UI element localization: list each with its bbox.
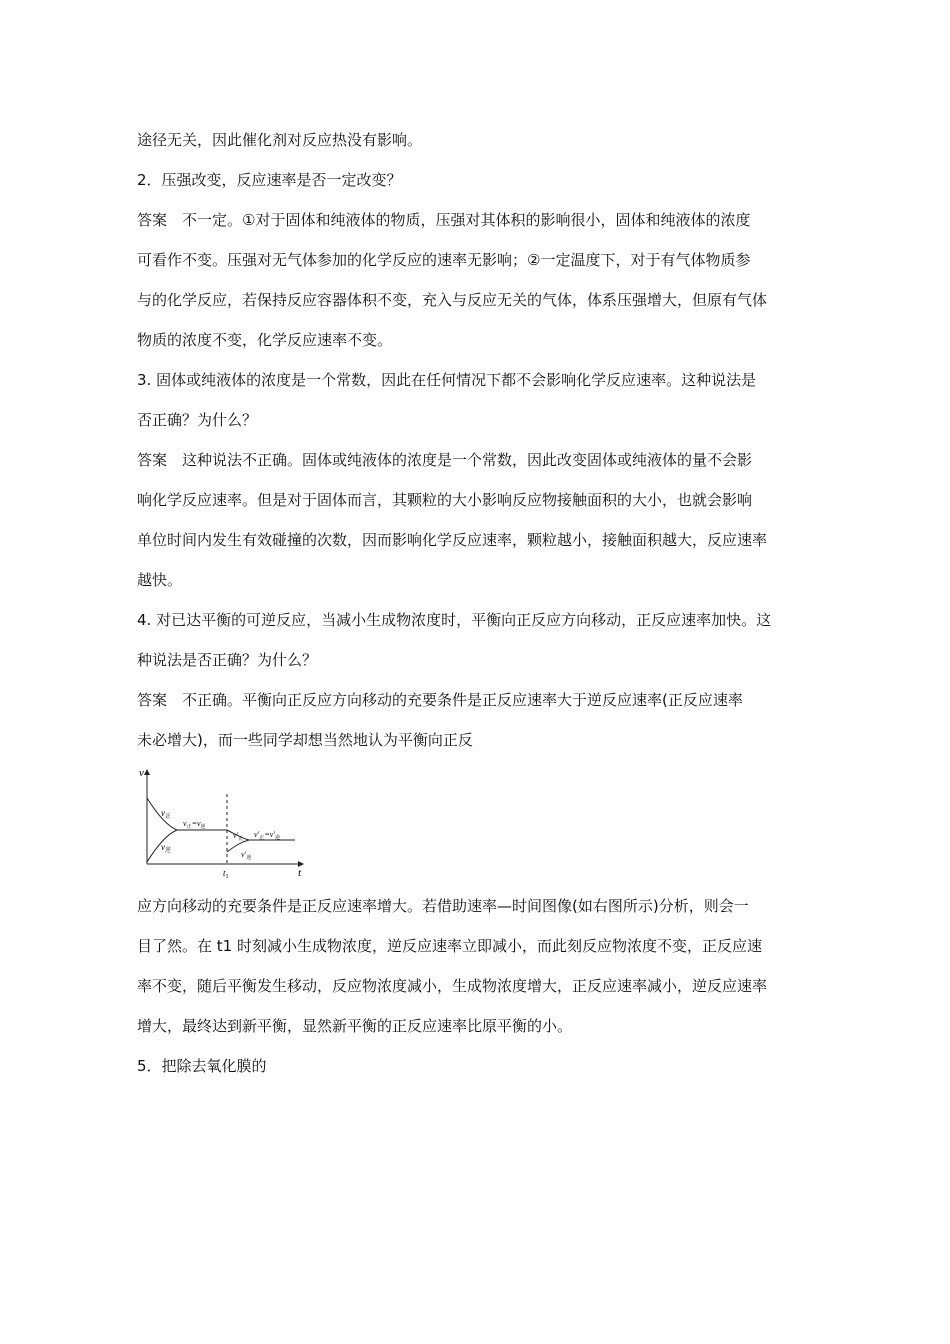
label-equilibrium-2: $v'_正=v'_逆$ [254,830,281,841]
answer-3-line: 越快。 [137,571,183,589]
text-block-top [137,120,817,760]
answer-3-line: 单位时间内发生有效碰撞的次数，因而影响化学反应速率，颗粒越小，接触面积越大，反应速率 [137,531,768,549]
text-line: 途径无关，因此催化剂对反应热没有影响。 [137,131,423,149]
answer-2-line: 答案 不一定。①对于固体和纯液体的物质，压强对其体积的影响很小，固体和纯液体的浓度 [137,211,751,229]
question-3: 3. 固体或纯液体的浓度是一个常数，因此在任何情况下都不会影响化学反应速率。这种说法是 [137,371,757,389]
answer-2-line: 与的化学反应，若保持反应容器体积不变，充入与反应无关的气体，体系压强增大，但原有气体 [137,291,768,309]
label-v-reverse: $v_逆$ [161,842,172,854]
answer-4-line: 未必增大)，而一些同学却想当然地认为平衡向正反 [137,731,473,749]
question-4: 种说法是否正确？为什么？ [137,651,318,669]
answer-4-line: 应方向移动的充要条件是正反应速率增大。若借助速率—时间图像(如右图所示)分析，则会一 [137,897,749,915]
label-equilibrium-1: $v_正=v_逆$ [183,819,206,830]
x-axis-label: t [298,867,302,879]
question-2: 2．压强改变，反应速率是否一定改变？ [137,171,402,189]
label-v-reverse-new: $v'_逆$ [241,850,252,861]
answer-4-line: 答案 不正确。平衡向正反应方向移动的充要条件是正反应速率大于逆反应速率(正反应速率 [137,691,743,709]
question-3: 否正确？为什么？ [137,411,258,429]
answer-2-line: 可看作不变。压强对无气体参加的化学反应的速率无影响；②一定温度下，对于有气体物质参 [137,251,751,269]
answer-4-line: 目了然。在 t1 时刻减小生成物浓度，逆反应速率立即减小，而此刻反应物浓度不变，正反应速 [137,937,762,955]
label-t1: $t_1$ [223,868,229,880]
y-axis-label: v [139,767,144,779]
answer-4-line: 增大，最终达到新平衡，显然新平衡的正反应速率比原平衡的小。 [137,1017,573,1035]
text-block-bottom [137,886,817,1086]
answer-4-line: 率不变，随后平衡发生移动，反应物浓度减小，生成物浓度增大，正反应速率减小，逆反应速率 [137,977,768,995]
document-page [137,120,817,1086]
rate-time-graph [137,764,337,886]
label-v-forward-new: $v'_正$ [233,831,244,842]
question-5: 5．把除去氧化膜的 [137,1057,267,1075]
answer-2-line: 物质的浓度不变，化学反应速率不变。 [137,331,393,349]
answer-3-line: 答案 这种说法不正确。固体或纯液体的浓度是一个常数，因此改变固体或纯液体的量不会影 [137,451,753,469]
label-v-forward: $v_正$ [161,808,172,820]
question-4: 4. 对已达平衡的可逆反应，当减小生成物浓度时，平衡向正反应方向移动，正反应速率加快。这 [137,611,772,629]
answer-3-line: 响化学反应速率。但是对于固体而言，其颗粒的大小影响反应物接触面积的大小，也就会影响 [137,491,753,509]
rate-time-graph-svg [137,764,337,886]
